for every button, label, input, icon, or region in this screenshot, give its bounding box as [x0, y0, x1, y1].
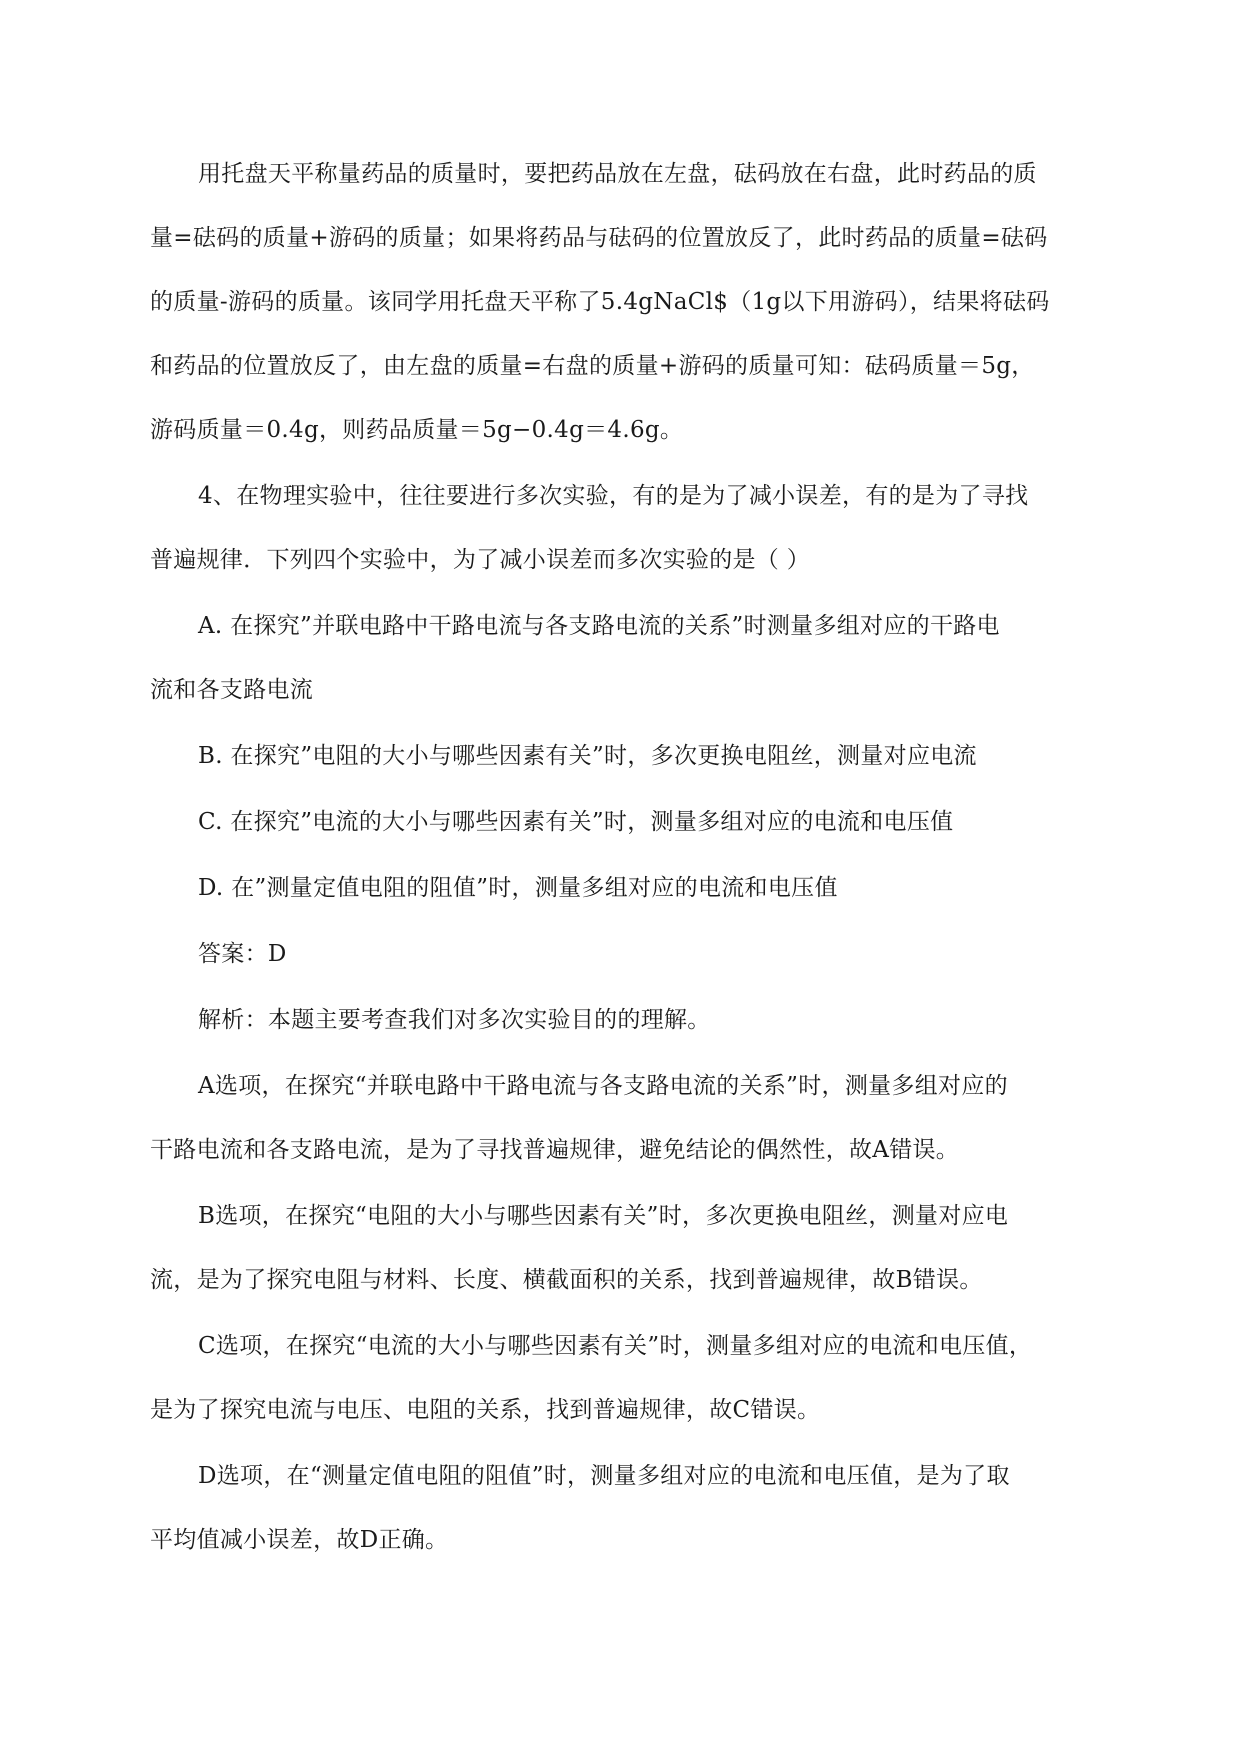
text-line: 平均值减小误差，故D正确。: [150, 1527, 449, 1553]
text-line: B. 在探究”电阻的大小与哪些因素有关”时，多次更换电阻丝，测量对应电流: [198, 743, 977, 769]
paragraph-explanation-balance: [150, 142, 1091, 462]
question-4-stem: [150, 464, 1091, 592]
option-d: [150, 856, 1091, 920]
text-line: 答案：D: [198, 941, 287, 967]
analysis-option-a: [150, 1054, 1091, 1182]
text-line: 4、在物理实验中，往往要进行多次实验，有的是为了减小误差，有的是为了寻找: [198, 483, 1029, 509]
text-line: 量=砝码的质量+游码的质量；如果将药品与砝码的位置放反了，此时药品的质量=砝码: [150, 225, 1048, 251]
answer-line: [150, 922, 1091, 986]
option-c: [150, 790, 1091, 854]
text-line: A. 在探究”并联电路中干路电流与各支路电流的关系”时测量多组对应的干路电: [198, 613, 1000, 639]
text-line: 干路电流和各支路电流，是为了寻找普遍规律，避免结论的偶然性，故A错误。: [150, 1137, 960, 1163]
analysis-option-c: [150, 1314, 1091, 1442]
text-line: B选项，在探究“电阻的大小与哪些因素有关”时，多次更换电阻丝，测量对应电: [198, 1203, 1009, 1229]
text-line: C选项，在探究“电流的大小与哪些因素有关”时，测量多组对应的电流和电压值，: [198, 1333, 1033, 1359]
text-line: 游码质量＝0.4g，则药品质量＝5g−0.4g＝4.6g。: [150, 417, 684, 443]
text-line: D. 在”测量定值电阻的阻值”时，测量多组对应的电流和电压值: [198, 875, 838, 901]
analysis-option-d: [150, 1444, 1091, 1572]
text-line: 用托盘天平称量药品的质量时，要把药品放在左盘，砝码放在右盘，此时药品的质: [198, 161, 1037, 187]
text-line: 的质量-游码的质量。该同学用托盘天平称了5.4gNaCl$（1g以下用游码），结果将砝码: [150, 289, 1050, 315]
option-a: [150, 594, 1091, 722]
text-line: 和药品的位置放反了，由左盘的质量=右盘的质量+游码的质量可知：砝码质量＝5g，: [150, 353, 1035, 379]
text-line: A选项，在探究“并联电路中干路电流与各支路电流的关系”时，测量多组对应的: [198, 1073, 1008, 1099]
analysis-option-b: [150, 1184, 1091, 1312]
analysis-intro: [150, 988, 1091, 1052]
document-body: [150, 142, 1091, 1572]
text-line: C. 在探究”电流的大小与哪些因素有关”时，测量多组对应的电流和电压值: [198, 809, 954, 835]
text-line: 解析：本题主要考查我们对多次实验目的的理解。: [198, 1007, 711, 1033]
text-line: 流和各支路电流: [150, 677, 314, 703]
text-line: D选项，在“测量定值电阻的阻值”时，测量多组对应的电流和电压值，是为了取: [198, 1463, 1010, 1489]
text-line: 流，是为了探究电阻与材料、长度、横截面积的关系，找到普遍规律，故B错误。: [150, 1267, 983, 1293]
text-line: 是为了探究电流与电压、电阻的关系，找到普遍规律，故C错误。: [150, 1397, 821, 1423]
option-b: [150, 724, 1091, 788]
text-line: 普遍规律．下列四个实验中，为了减小误差而多次实验的是（ ）: [150, 547, 811, 573]
